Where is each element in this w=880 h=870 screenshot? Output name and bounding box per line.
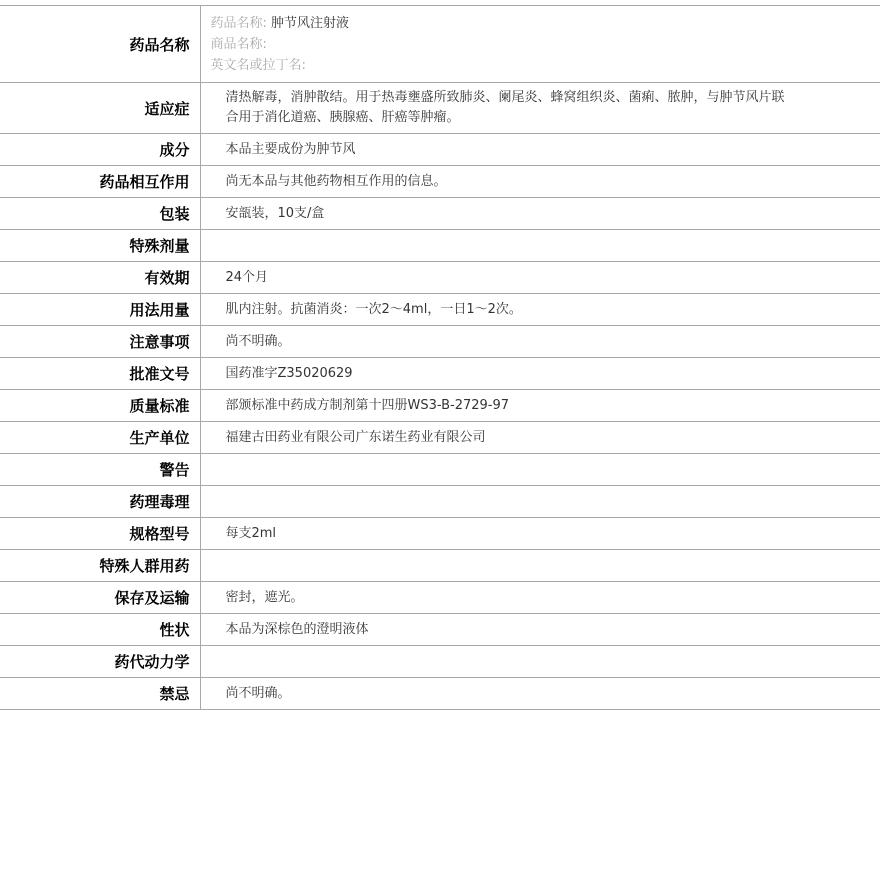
row-quality-standard (0, 390, 880, 422)
row-manufacturer (0, 422, 880, 454)
trade-name-line (211, 34, 791, 55)
row-label: 包装 (0, 198, 200, 230)
row-interactions (0, 166, 880, 198)
row-label: 有效期 (0, 262, 200, 294)
row-value: 密封，遮光。 (200, 582, 880, 614)
row-special-populations (0, 550, 880, 582)
drug-info-table (0, 5, 880, 710)
row-label: 注意事项 (0, 326, 200, 358)
row-label: 批准文号 (0, 358, 200, 390)
row-label: 药理毒理 (0, 486, 200, 518)
row-label: 药代动力学 (0, 646, 200, 678)
row-label: 适应症 (0, 83, 200, 134)
trade-name-label: 商品名称: (210, 36, 267, 52)
row-value (200, 550, 880, 582)
row-value: 本品为深棕色的澄明液体 (200, 614, 880, 646)
row-label: 质量标准 (0, 390, 200, 422)
row-drug-name (0, 6, 880, 83)
row-value: 24个月 (200, 262, 880, 294)
english-name-label: 英文名或拉丁名: (210, 57, 306, 73)
row-value (200, 230, 880, 262)
row-indications (0, 83, 880, 134)
row-shelf-life (0, 262, 880, 294)
row-label: 保存及运输 (0, 582, 200, 614)
row-label: 药品名称 (0, 6, 200, 83)
row-value (200, 486, 880, 518)
generic-name-value: 肿节风注射液 (271, 15, 350, 31)
row-label: 成分 (0, 134, 200, 166)
row-precautions (0, 326, 880, 358)
row-label: 禁忌 (0, 678, 200, 710)
row-label: 特殊人群用药 (0, 550, 200, 582)
row-description (0, 614, 880, 646)
row-value: 部颁标准中药成方制剂第十四册WS3-B-2729-97 (200, 390, 880, 422)
row-pharmacology (0, 486, 880, 518)
row-pharmacokinetics (0, 646, 880, 678)
row-packaging (0, 198, 880, 230)
row-warning (0, 454, 880, 486)
row-label: 规格型号 (0, 518, 200, 550)
row-value (200, 646, 880, 678)
row-approval-number (0, 358, 880, 390)
row-value (200, 454, 880, 486)
drug-name-cell (200, 6, 880, 83)
row-specification (0, 518, 880, 550)
row-special-dosage (0, 230, 880, 262)
row-dosage (0, 294, 880, 326)
row-value: 国药准字Z35020629 (200, 358, 880, 390)
row-value: 福建古田药业有限公司广东诺生药业有限公司 (200, 422, 880, 454)
row-label: 警告 (0, 454, 200, 486)
row-value: 尚不明确。 (200, 678, 880, 710)
row-value: 每支2ml (200, 518, 880, 550)
row-label: 特殊剂量 (0, 230, 200, 262)
row-value: 安瓿装，10支/盒 (200, 198, 880, 230)
row-value: 肌内注射。抗菌消炎：一次2～4ml，一日1～2次。 (200, 294, 880, 326)
row-value: 本品主要成份为肿节风 (200, 134, 880, 166)
row-label: 药品相互作用 (0, 166, 200, 198)
generic-name-label: 药品名称: (210, 15, 267, 31)
row-value: 尚不明确。 (200, 326, 880, 358)
row-value: 尚无本品与其他药物相互作用的信息。 (200, 166, 880, 198)
row-contraindications (0, 678, 880, 710)
generic-name-line (211, 13, 791, 34)
row-label: 性状 (0, 614, 200, 646)
row-label: 生产单位 (0, 422, 200, 454)
row-storage (0, 582, 880, 614)
row-label: 用法用量 (0, 294, 200, 326)
english-name-line (211, 55, 791, 76)
row-value: 清热解毒，消肿散结。用于热毒壅盛所致肺炎、阑尾炎、蜂窝组织炎、菌痢、脓肿，与肿节风片联合用于消化道癌、胰腺癌、肝癌等肿瘤。 (200, 83, 880, 134)
row-ingredients (0, 134, 880, 166)
